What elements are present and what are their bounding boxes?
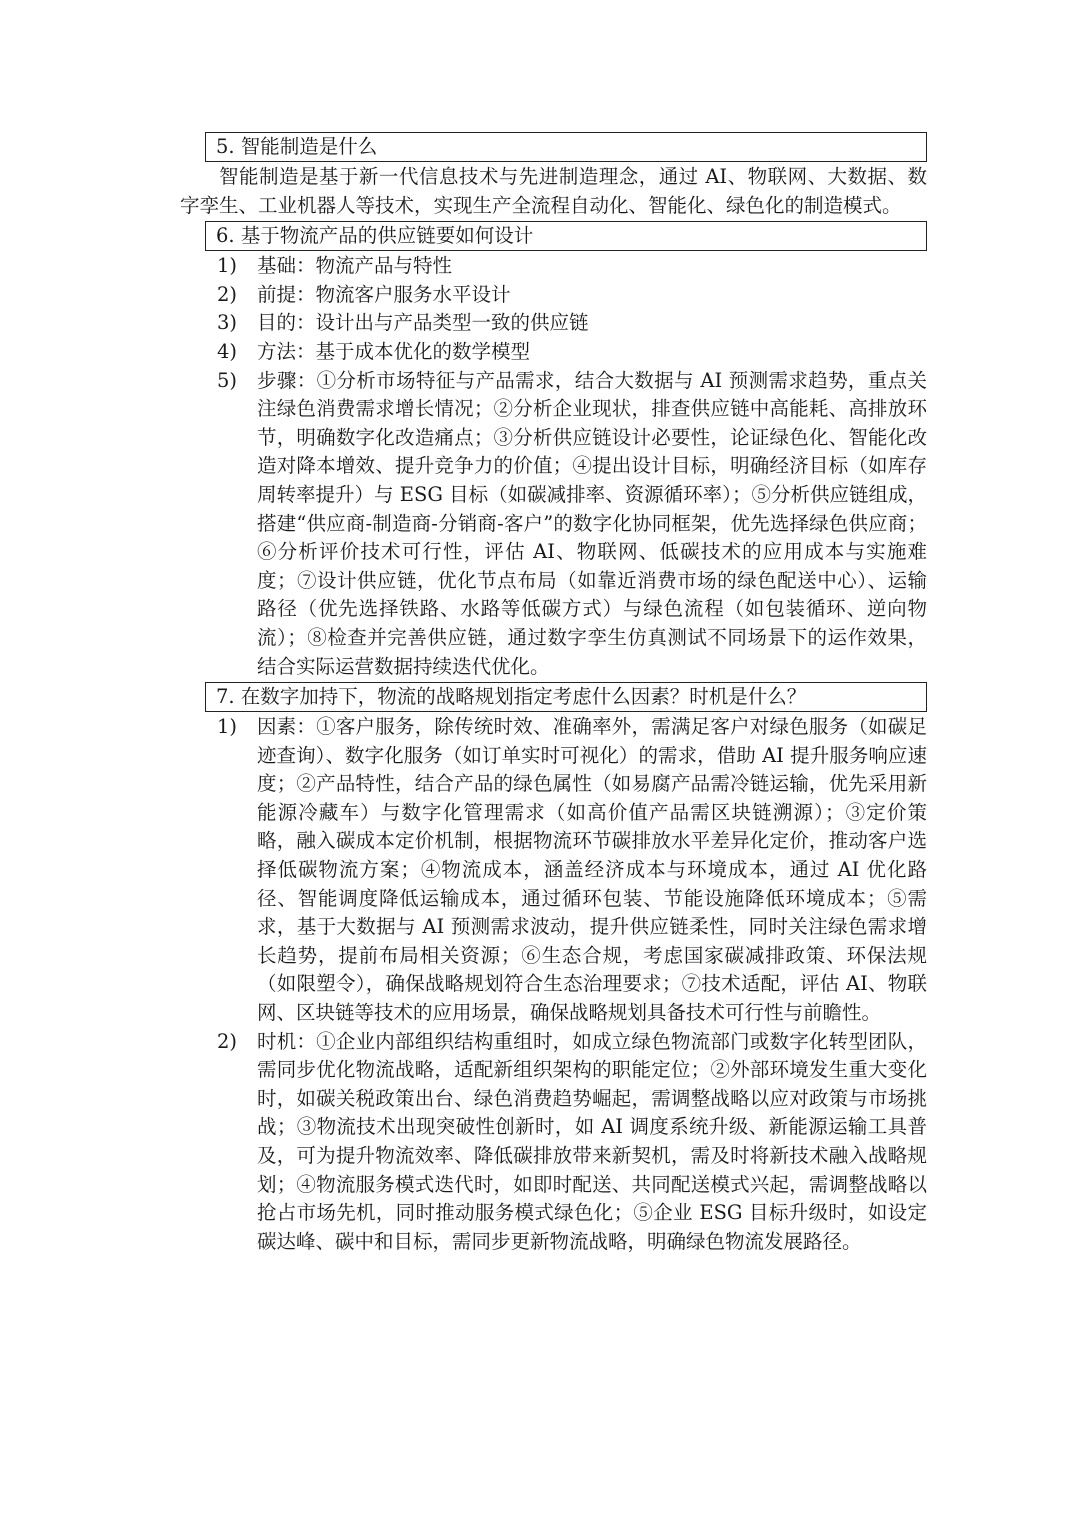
list-item-text: 目的：设计出与产品类型一致的供应链: [257, 311, 589, 335]
list-item-number: 1): [217, 715, 238, 739]
question-5-title: 5. 智能制造是什么: [205, 132, 927, 162]
list-item-number: 5): [217, 368, 238, 392]
list-item-number: 3): [217, 311, 238, 335]
list-item: [205, 252, 927, 281]
list-item-number: 2): [217, 282, 238, 306]
list-item-text: 方法：基于成本优化的数学模型: [257, 339, 531, 363]
list-item-text: 基础：物流产品与特性: [257, 254, 453, 278]
question-6-list: [205, 252, 927, 681]
list-item-number: 4): [217, 339, 238, 363]
question-7-title: 7. 在数字加持下，物流的战略规划指定考虑什么因素？时机是什么？: [205, 682, 927, 712]
list-item: [205, 281, 927, 310]
list-item-number: 1): [217, 254, 238, 278]
list-item-text: 前提：物流客户服务水平设计: [257, 282, 511, 306]
list-item: [205, 367, 927, 682]
list-item: [205, 309, 927, 338]
document-content: [180, 131, 927, 1256]
question-5-answer-wrap: [180, 163, 927, 220]
list-item-text: 时机：①企业内部组织结构重组时，如成立绿色物流部门或数字化转型团队，需同步优化物流战略，适配新组织架构的职能定位；②外部环境发生重大变化时，如碳关税政策出台、绿色消费趋势崛起，需调整战略以应对政策与市场挑战；③物流技术出现突破性创新时，如 AI 调度系统升级、新能源运输工具普及，可为提升物流效率、降低碳排放带来新契机，需及时将新技术融入战略规划；④物流服务模式迭代时，如即时配送、共同配送模式兴起，需调整战略以抢占市场先机，同时推动服务模式绿色化；⑤企业 ESG 目标升级时，如设定碳达峰、碳中和目标，需同步更新物流战略，明确绿色物流发展路径。: [257, 1029, 927, 1253]
list-item: [205, 338, 927, 367]
list-item-text: 步骤：①分析市场特征与产品需求，结合大数据与 AI 预测需求趋势，重点关注绿色消费需求增长情况；②分析企业现状，排查供应链中高能耗、高排放环节，明确数字化改造痛点；③分析供应链设计必要性，论证绿色化、智能化改造对降本增效、提升竞争力的价值；④提出设计目标，明确经济目标（如库存周转率提升）与 ESG 目标（如碳减排率、资源循环率）；⑤分析供应链组成，搭建“供应商-制造商-分销商-客户”的数字化协同框架，优先选择绿色供应商；⑥分析评价技术可行性，评估 AI、物联网、低碳技术的应用成本与实施难度；⑦设计供应链，优化节点布局（如靠近消费市场的绿色配送中心）、运输路径（优先选择铁路、水路等低碳方式）与绿色流程（如包装循环、逆向物流）；⑧检查并完善供应链，通过数字孪生仿真测试不同场景下的运作效果，结合实际运营数据持续迭代优化。: [257, 368, 927, 678]
question-6-title: 6. 基于物流产品的供应链要如何设计: [205, 221, 927, 251]
list-item: [205, 1028, 927, 1257]
list-item-text: 因素：①客户服务，除传统时效、准确率外，需满足客户对绿色服务（如碳足迹查询）、数字化服务（如订单实时可视化）的需求，借助 AI 提升服务响应速度；②产品特性，结合产品的绿色属性（如易腐产品需冷链运输，优先采用新能源冷藏车）与数字化管理需求（如高价值产品需区块链溯源）；③定价策略，融入碳成本定价机制，根据物流环节碳排放水平差异化定价，推动客户选择低碳物流方案；④物流成本，涵盖经济成本与环境成本，通过 AI 优化路径、智能调度降低运输成本，通过循环包装、节能设施降低环境成本；⑤需求，基于大数据与 AI 预测需求波动，提升供应链柔性，同时关注绿色需求增长趋势，提前布局相关资源；⑥生态合规，考虑国家碳减排政策、环保法规（如限塑令），确保战略规划符合生态治理要求；⑦技术适配，评估 AI、物联网、区块链等技术的应用场景，确保战略规划具备技术可行性与前瞻性。: [257, 715, 927, 1025]
question-7-list: [205, 713, 927, 1256]
list-item-number: 2): [217, 1029, 238, 1053]
list-item: [205, 713, 927, 1028]
question-5-answer: 智能制造是基于新一代信息技术与先进制造理念，通过 AI、物联网、大数据、数字孪生、工业机器人等技术，实现生产全流程自动化、智能化、绿色化的制造模式。: [180, 165, 927, 217]
